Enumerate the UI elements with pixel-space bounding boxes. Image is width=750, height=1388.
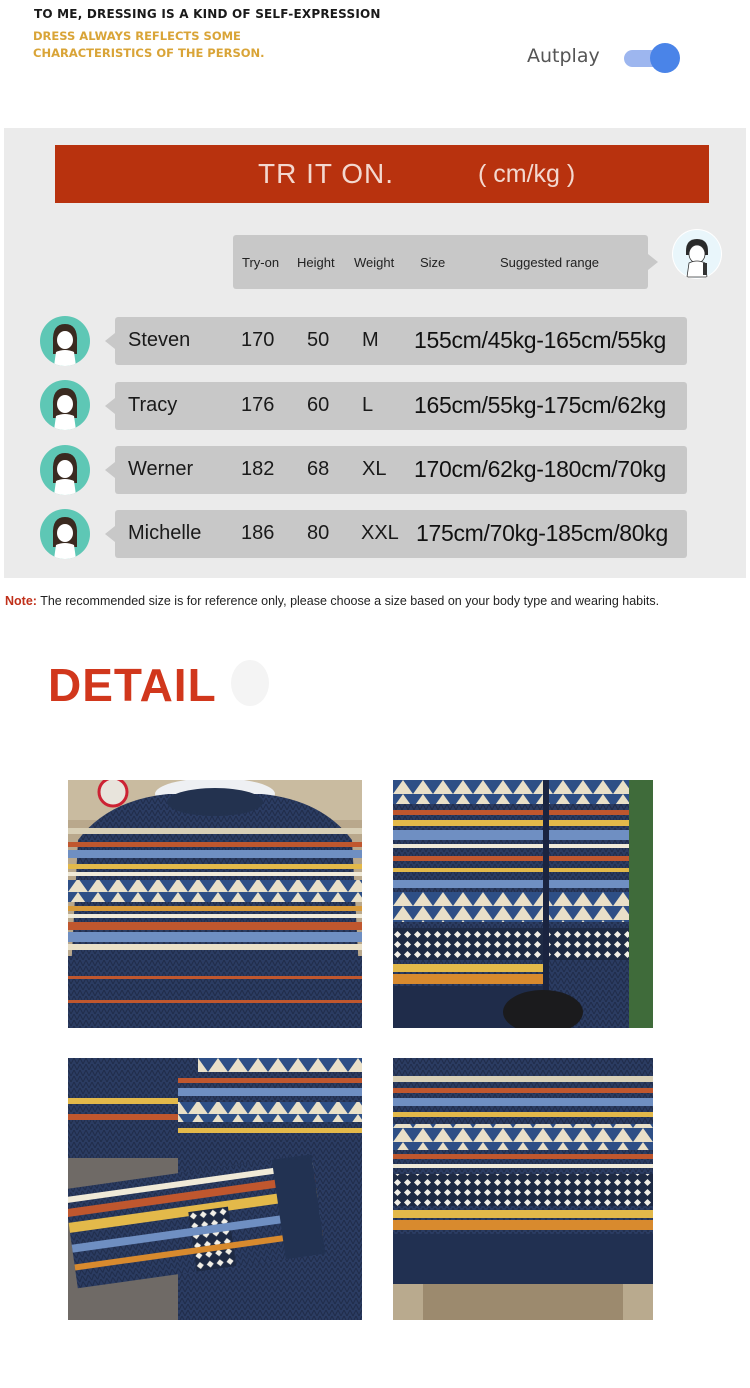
slogan-main: TO ME, DRESSING IS A KIND OF SELF-EXPRESSION bbox=[34, 7, 381, 21]
row-height: 186 bbox=[241, 522, 275, 544]
size-chart-row bbox=[115, 446, 687, 494]
row-height: 182 bbox=[241, 458, 275, 480]
size-chart-row bbox=[115, 382, 687, 430]
row-range: 175cm/70kg-185cm/80kg bbox=[416, 520, 668, 546]
banner-title: TR IT ON. bbox=[258, 158, 395, 189]
row-weight: 80 bbox=[307, 522, 330, 544]
size-note bbox=[5, 594, 659, 608]
autoplay-toggle[interactable] bbox=[622, 43, 680, 73]
size-chart-banner bbox=[55, 145, 709, 203]
row-weight: 68 bbox=[307, 458, 330, 480]
note-text: The recommended size is for reference only, please choose a size based on your body type and wearing habits. bbox=[36, 594, 660, 608]
size-chart-row bbox=[115, 317, 687, 365]
detail-title: DETAIL bbox=[48, 659, 217, 711]
banner-unit: ( cm/kg ) bbox=[478, 160, 576, 188]
column-header-size: Size bbox=[420, 255, 446, 270]
row-range: 155cm/45kg-165cm/55kg bbox=[414, 327, 666, 353]
detail-photo-side bbox=[393, 780, 653, 1028]
avatar-illustration-icon bbox=[40, 509, 90, 559]
autoplay-label: Autplay bbox=[527, 45, 600, 67]
column-header-range: Suggested range bbox=[500, 255, 600, 270]
size-chart-header-row bbox=[233, 235, 648, 289]
detail-photo-front bbox=[68, 780, 362, 1028]
column-header-height: Height bbox=[297, 255, 335, 270]
row-weight: 50 bbox=[307, 329, 330, 351]
detail-photo-hem bbox=[393, 1058, 653, 1320]
column-header-tryon: Try-on bbox=[242, 255, 280, 270]
row-height: 170 bbox=[241, 329, 275, 351]
row-size: XXL bbox=[361, 522, 399, 544]
row-name: Werner bbox=[128, 458, 194, 480]
row-range: 165cm/55kg-175cm/62kg bbox=[414, 392, 666, 418]
slogan-sub: DRESS ALWAYS REFLECTS SOME CHARACTERISTICS OF THE PERSON. bbox=[33, 29, 265, 60]
size-chart-row bbox=[115, 510, 687, 558]
detail-decoration bbox=[231, 660, 269, 706]
avatar-illustration-icon bbox=[672, 229, 722, 279]
row-name: Steven bbox=[128, 329, 191, 351]
column-header-weight: Weight bbox=[354, 255, 395, 270]
row-height: 176 bbox=[241, 394, 275, 416]
row-name: Michelle bbox=[128, 522, 202, 544]
avatar-illustration-icon bbox=[40, 380, 90, 430]
toggle-switch-icon bbox=[650, 43, 680, 73]
avatar-illustration-icon bbox=[40, 445, 90, 495]
page-header bbox=[0, 0, 750, 110]
row-range: 170cm/62kg-180cm/70kg bbox=[414, 456, 666, 482]
row-size: XL bbox=[362, 458, 387, 480]
row-name: Tracy bbox=[128, 394, 178, 416]
row-size: M bbox=[362, 329, 379, 351]
detail-photo-sleeve bbox=[68, 1058, 362, 1320]
note-label: Note: bbox=[5, 594, 37, 608]
avatar-illustration-icon bbox=[40, 316, 90, 366]
row-weight: 60 bbox=[307, 394, 330, 416]
row-size: L bbox=[362, 394, 374, 416]
size-chart-panel bbox=[4, 128, 746, 578]
